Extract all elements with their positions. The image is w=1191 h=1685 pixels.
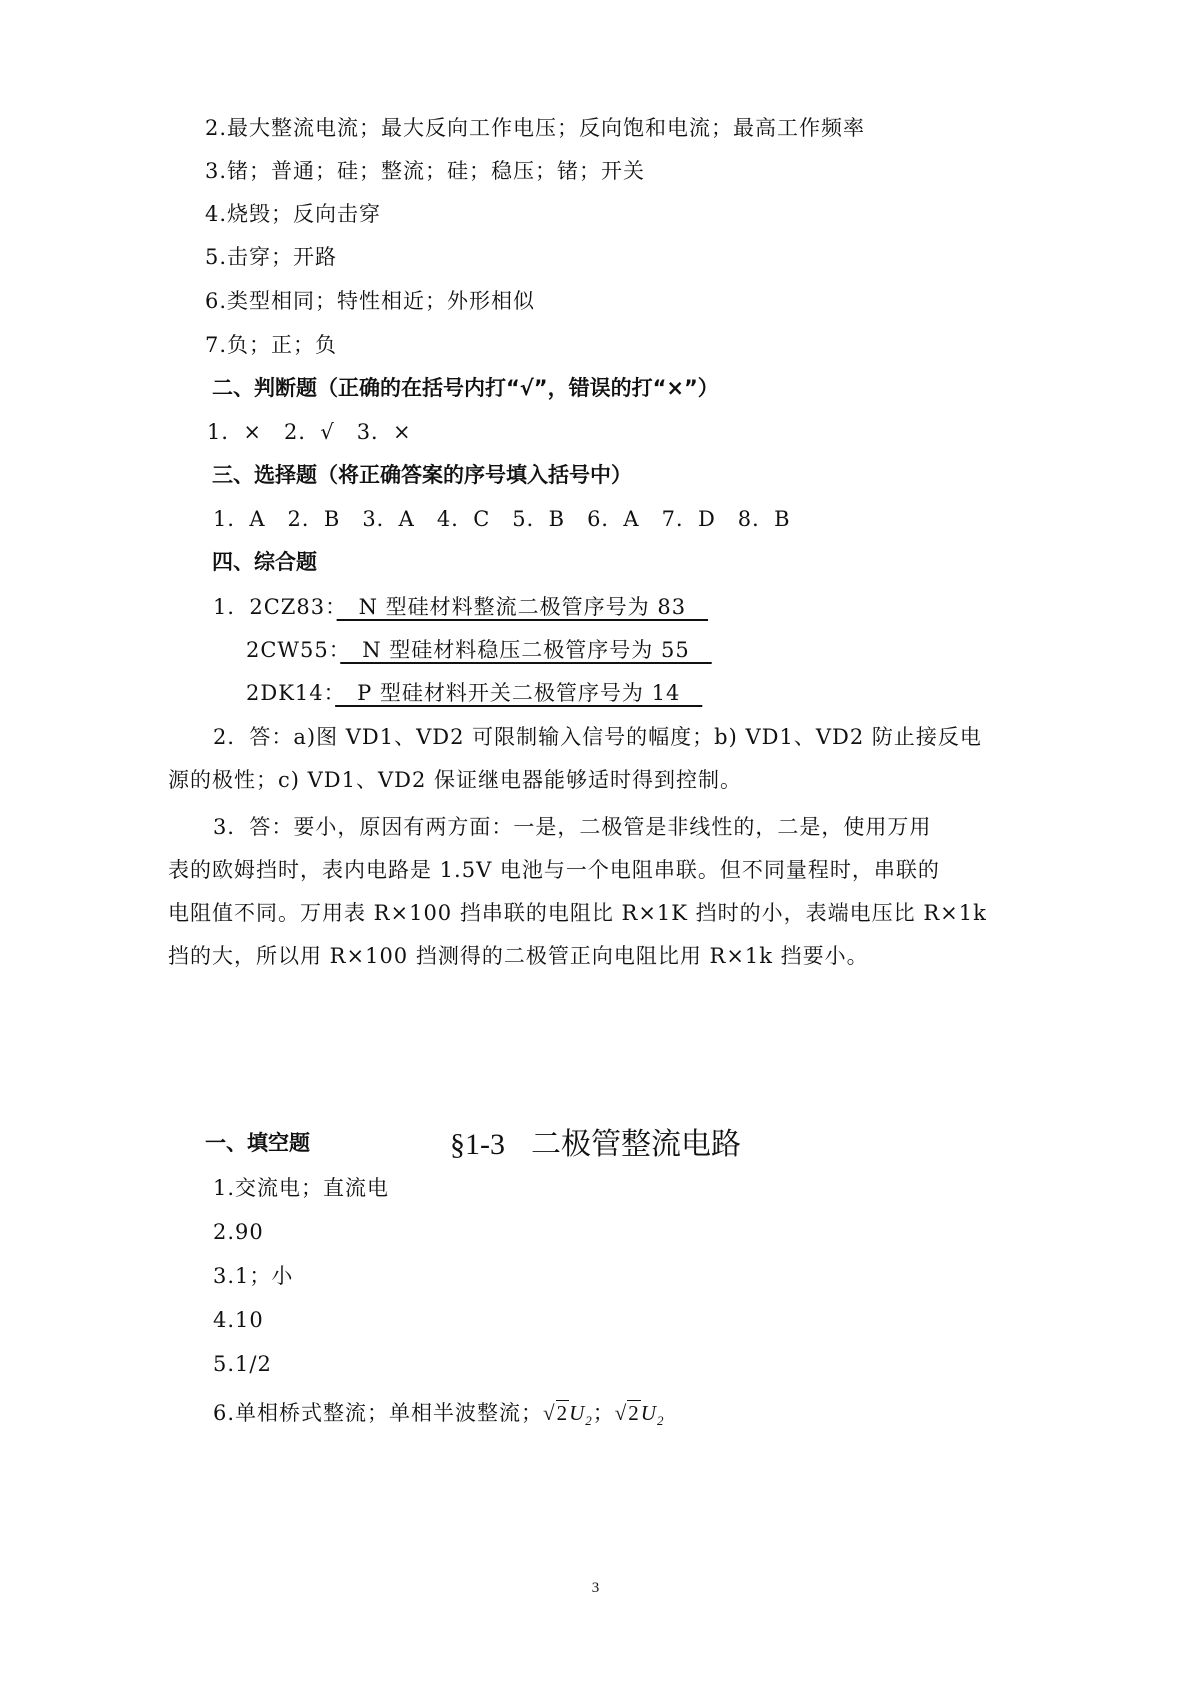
q1-item-2dk14: [246, 678, 702, 708]
q1-answer: P 型硅材料开关二极管序号为 14: [335, 681, 703, 705]
q2-line-2: 源的极性；c) VD1、VD2 保证继电器能够适时得到控制。: [168, 768, 743, 792]
formula-sqrt2-u2-b: $√2U_2$: [614, 1401, 665, 1429]
judge-heading: 二、判断题（正确的在括号内打“√”，错误的打“×”）: [212, 376, 719, 400]
fill-answer-7: 7.负；正；负: [205, 333, 338, 357]
rect-answer-4: 4.10: [213, 1308, 264, 1332]
fill-answer-5: 5.击穿；开路: [205, 245, 338, 269]
rect-answer-1: 1.交流电；直流电: [213, 1176, 390, 1200]
fill-answer-2: 2.最大整流电流；最大反向工作电压；反向饱和电流；最高工作频率: [205, 116, 866, 140]
choice-heading: 三、选择题（将正确答案的序号填入括号中）: [212, 463, 632, 487]
page-number: 3: [591, 1580, 600, 1596]
q1-prefix: 2CW55：: [246, 638, 341, 662]
rect-answer-5: 5.1/2: [213, 1352, 272, 1376]
q1-answer: N 型硅材料稳压二极管序号为 55: [340, 638, 712, 662]
rect-answer-6-text: 6.单相桥式整流；单相半波整流；: [213, 1401, 544, 1425]
q1-prefix: 2DK14：: [246, 681, 336, 705]
fill-answer-4: 4.烧毁；反向击穿: [205, 202, 382, 226]
rect-answer-6: 6.单相桥式整流；单相半波整流；$√2U_2$；$√2U_2$: [213, 1398, 664, 1436]
judge-answers: 1．× 2．√ 3．×: [207, 420, 412, 444]
section-title: [0, 1125, 1191, 1165]
section-name: 二极管整流电路: [531, 1127, 741, 1162]
q3-line-1: 3．答：要小，原因有两方面：一是，二极管是非线性的，二是，使用万用: [213, 815, 932, 839]
fill-heading: 一、填空题: [205, 1131, 310, 1155]
fill-answer-3: 3.锗；普通；硅；整流；硅；稳压；锗；开关: [205, 159, 646, 183]
choice-answers: 1．A 2．B 3．A 4．C 5．B 6．A 7．D 8．B: [213, 507, 791, 531]
q1-prefix: 1．2CZ83：: [213, 595, 337, 619]
formula-sqrt2-u2-a: $√2U_2$: [543, 1401, 593, 1429]
q1-answer: N 型硅材料整流二极管序号为 83: [336, 595, 709, 619]
comprehensive-heading: 四、综合题: [212, 550, 317, 574]
q3-line-2: 表的欧姆挡时，表内电路是 1.5V 电池与一个电阻串联。但不同量程时，串联的: [168, 858, 940, 882]
q1-item-2cw55: [246, 635, 712, 665]
section-number: §1-3: [450, 1128, 505, 1161]
q1-item-2cz83: [213, 592, 708, 622]
q2-line-1: 2．答：a)图 VD1、VD2 可限制输入信号的幅度；b) VD1、VD2 防止接反电: [213, 725, 982, 749]
rect-answer-3: 3.1；小: [213, 1264, 294, 1288]
q3-line-4: 挡的大，所以用 R×100 挡测得的二极管正向电阻比用 R×1k 挡要小。: [168, 944, 869, 968]
rect-answer-2: 2.90: [213, 1220, 264, 1244]
q3-line-3: 电阻值不同。万用表 R×100 挡串联的电阻比 R×1K 挡时的小，表端电压比 R×1k: [168, 901, 987, 925]
fill-answer-6: 6.类型相同；特性相近；外形相似: [205, 289, 536, 313]
